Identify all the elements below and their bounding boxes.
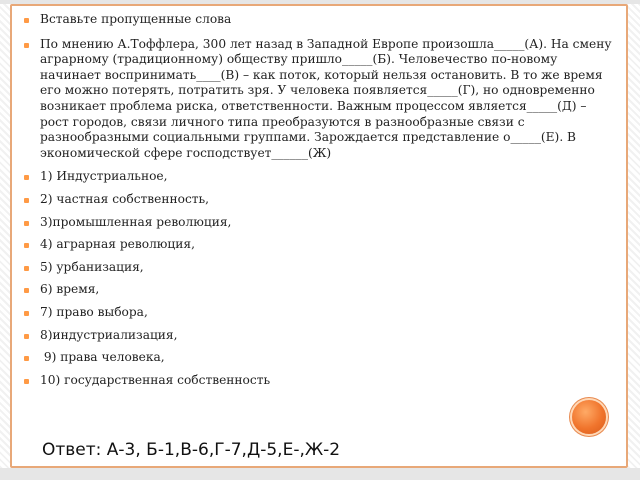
bullet-icon (24, 288, 29, 293)
option-text: 4) аграрная революция, (40, 237, 195, 252)
task-paragraph: По мнению А.Тоффлера, 300 лет назад в Западной Европе произошла_____(А). На смену аграрному (традиционному) обществу пришло_____(Б). Человечество по-новому начинает воспринимать____(В) – как поток, который нельзя остановить. В то же время его можно потерять, потратить зря. У человека появляется_____(Г), но одновременно возникает проблема риска, ответственности. Важным процессом является_____(Д) – рост городов, связи личного типа преобразуются в разнообразные связи с разнообразными социальными группами. Зарождается представление о_____(Е). В экономической сфере господствует______(Ж) (40, 36, 612, 160)
option-item (24, 215, 616, 231)
bullet-icon (24, 175, 29, 180)
answer-text: Ответ: А-3, Б-1,В-6,Г-7,Д-5,Е-,Ж-2 (42, 440, 341, 460)
right-border-stripe (628, 4, 640, 468)
option-item (24, 169, 616, 185)
bullet-icon (24, 379, 29, 384)
option-text: 10) государственная собственность (40, 372, 271, 387)
option-item (24, 260, 616, 276)
option-text: 8)индустриализация, (40, 327, 178, 342)
left-border-stripe (0, 4, 10, 468)
bullet-icon (24, 18, 29, 23)
task-content (24, 12, 616, 395)
option-text: 2) частная собственность, (40, 191, 210, 206)
option-text: 1) Индустриальное, (40, 169, 168, 184)
task-title-item (24, 12, 616, 28)
option-item (24, 328, 616, 344)
bullet-icon (24, 198, 29, 203)
option-item (24, 305, 616, 321)
task-title: Вставьте пропущенные слова (40, 12, 232, 26)
bullet-icon (24, 334, 29, 339)
option-text: 7) право выбора, (40, 304, 148, 319)
option-item (24, 237, 616, 253)
bullet-icon (24, 221, 29, 226)
option-text: 5) урбанизация, (40, 259, 144, 274)
option-item (24, 373, 616, 389)
bullet-icon (24, 356, 29, 361)
option-item (24, 350, 616, 366)
option-text: 6) время, (40, 282, 100, 297)
option-text: 3)промышленная революция, (40, 214, 232, 229)
bullet-icon (24, 43, 29, 48)
orange-circle-button[interactable] (572, 400, 606, 434)
task-paragraph-item (24, 37, 616, 162)
option-item (24, 282, 616, 298)
bullet-icon (24, 266, 29, 271)
bullet-icon (24, 311, 29, 316)
option-item (24, 192, 616, 208)
option-text: 9) права человека, (40, 350, 165, 365)
bullet-icon (24, 243, 29, 248)
